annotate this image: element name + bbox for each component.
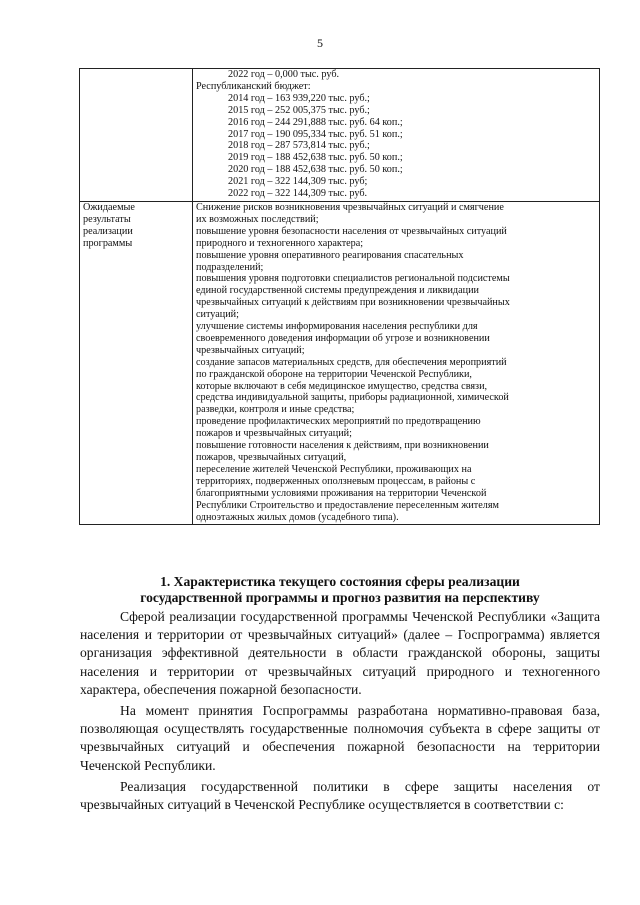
results-line: повышение уровня безопасности населения от чрезвычайных ситуаций [196, 225, 507, 237]
results-row [80, 201, 600, 524]
budget-row [80, 69, 600, 202]
page-number: 5 [317, 36, 323, 50]
section-body [80, 608, 600, 817]
republic-budget-label: Республиканский бюджет: [196, 80, 311, 92]
results-line: создание запасов материальных средств, для обеспечения мероприятий [196, 356, 507, 368]
results-line: одноэтажных жилых домов (усадебного типа). [196, 511, 399, 523]
results-cell [193, 201, 600, 524]
results-line: переселение жителей Чеченской Республики, проживающих на [196, 463, 472, 475]
results-line: ситуаций; [196, 309, 239, 321]
budget-year-line: 2015 год – 252 005,375 тыс. руб.; [228, 104, 370, 116]
results-line: чрезвычайных ситуаций; [196, 344, 305, 356]
results-label-line: реализации [83, 225, 133, 237]
section-title [80, 574, 600, 606]
results-label-line: программы [83, 237, 133, 249]
results-line: пожаров и чрезвычайных ситуаций; [196, 428, 352, 440]
results-line: по гражданской обороне на территории Чеченской Республики, [196, 368, 472, 380]
budget-year-line: 2020 год – 188 452,638 тыс. руб. 50 коп.; [228, 164, 403, 176]
results-line: повышения уровня подготовки специалистов региональной подсистемы [196, 273, 510, 285]
budget-year-line: 2017 год – 190 095,334 тыс. руб. 51 коп.; [228, 128, 403, 140]
body-paragraph: Сферой реализации государственной программы Чеченской Республики «Защита населения и территории от чрезвычайных ситуаций» (далее – Госпрограмма) является организация эффективной деятельности в области гражданской обороны, защиты населения и территории от чрезвычайных ситуаций природного и техногенного характера, обеспечения пожарной безопасности. [80, 609, 600, 697]
results-line: которые включают в себя медицинское имущество, средства связи, [196, 380, 488, 392]
results-line: природного и техногенного характера; [196, 237, 364, 249]
results-line: Республики Строительство и предоставление переселенным жителям [196, 499, 499, 511]
results-line: разведки, контроля и иные средства; [196, 404, 355, 416]
results-line: улучшение системы информирования населения республики для [196, 321, 478, 333]
results-line: их возможных последствий; [196, 213, 319, 225]
results-line: благоприятными условиями проживания на территории Чеченской [196, 487, 487, 499]
results-line: подразделений; [196, 261, 264, 273]
program-passport-table [79, 68, 600, 525]
results-line: территориях, подверженных оползневым процессам, в районы с [196, 475, 476, 487]
results-line: единой государственной системы предупреждения и ликвидации [196, 285, 479, 297]
budget-year-line: 2019 год – 188 452,638 тыс. руб. 50 коп.; [228, 152, 403, 164]
budget-label-cell [80, 69, 193, 202]
budget-year-line: 2016 год – 244 291,888 тыс. руб. 64 коп.; [228, 116, 403, 128]
results-line: чрезвычайных ситуаций к действиям при возникновении чрезвычайных [196, 297, 510, 309]
results-line: повышение уровня оперативного реагирования спасательных [196, 249, 464, 261]
results-label-line: результаты [83, 213, 131, 225]
results-line: своевременного доведения информации об угрозе и возникновении [196, 332, 490, 344]
budget-year-line: 2021 год – 322 144,309 тыс. руб; [228, 176, 368, 188]
budget-cell [193, 69, 600, 202]
results-line: средства индивидуальной защиты, приборы радиационной, химической [196, 392, 509, 404]
budget-year-line: 2022 год – 322 144,309 тыс. руб. [228, 188, 368, 200]
body-paragraph: Реализация государственной политики в сфере защиты населения от чрезвычайных ситуаций в Чеченской Республике осуществляется в соответствии с: [80, 778, 600, 813]
section-title-line: 1. Характеристика текущего состояния сферы реализации [160, 574, 520, 589]
results-label-line: Ожидаемые [83, 201, 135, 213]
results-line: проведение профилактических мероприятий по предотвращению [196, 416, 481, 428]
budget-year-line: 2014 год – 163 939,220 тыс. руб.; [228, 92, 370, 104]
results-line: Снижение рисков возникновения чрезвычайных ситуаций и смягчение [196, 201, 504, 213]
body-paragraph: На момент принятия Госпрограммы разработана нормативно-правовая база, позволяющая осуществлять государственные полномочия субъекта в сфере защиты от чрезвычайных ситуаций и обеспечения пожарной безопасности на территории Чеченской Республики. [80, 703, 600, 773]
results-label-cell [80, 201, 193, 524]
results-line: повышение готовности населения к действиям, при возникновении [196, 440, 489, 452]
budget-year-line: 2018 год – 287 573,814 тыс. руб.; [228, 140, 370, 152]
budget-prev-line: 2022 год – 0,000 тыс. руб. [228, 69, 340, 80]
section-title-line: государственной программы и прогноз развития на перспективу [140, 590, 540, 605]
results-line: пожаров, чрезвычайных ситуаций, [196, 452, 347, 463]
